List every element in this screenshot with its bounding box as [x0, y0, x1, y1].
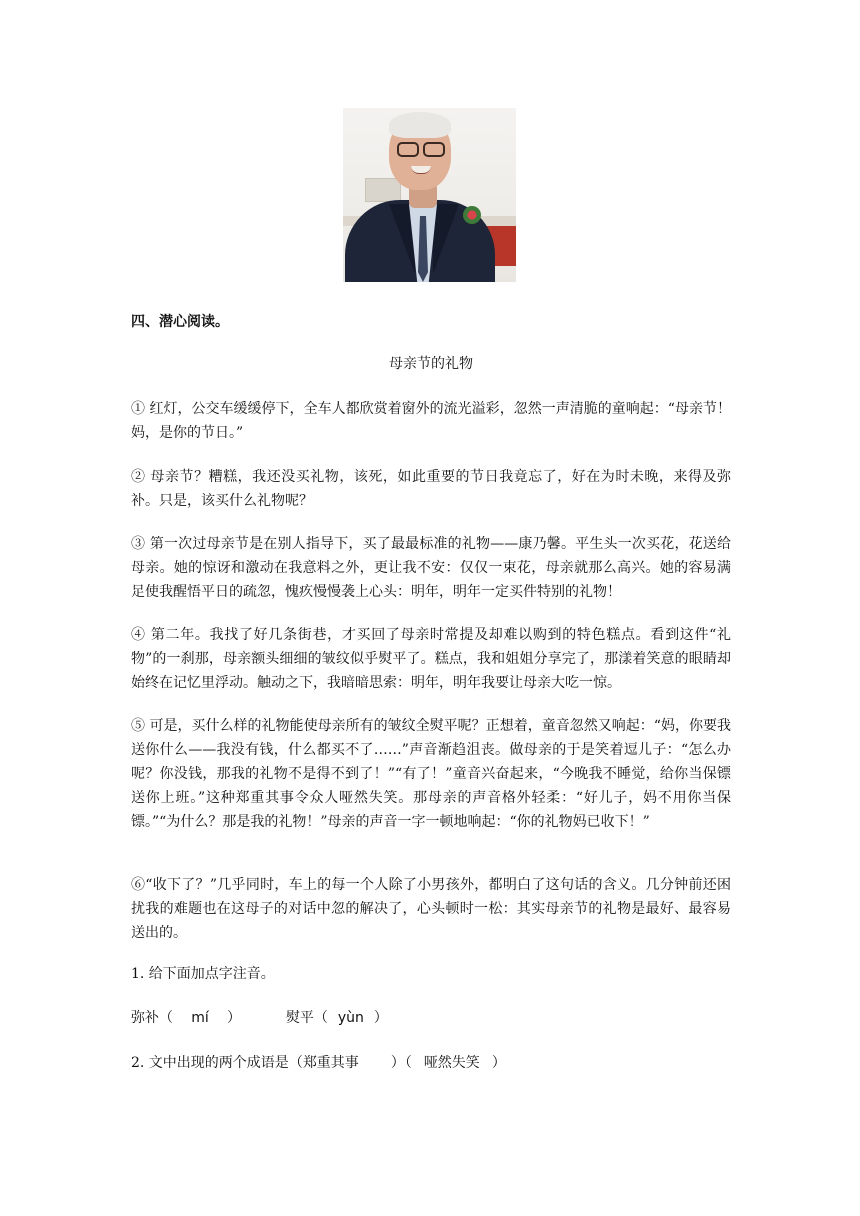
q1-word-1: 弥补: [131, 1010, 159, 1026]
section-heading: 四、潜心阅读。: [131, 314, 229, 330]
paragraph-5: ⑤ 可是，买什么样的礼物能使母亲所有的皱纹全熨平呢？正想着，童音忽然又响起：“妈，你要我送你什么——我没有钱，什么都买不了……”声音渐趋沮丧。做母亲的于是笑着逗儿子：“怎么办呢？你没钱，那我的礼物不是得不到了！”“有了！”童音兴奋起来，“今晚我不睡觉，给你当保镖送你上班。”这种郑重其事令众人哑然失笑。那母亲的声音格外轻柔：“好儿子，妈不用你当保镖。”“为什么？那是我的礼物！”母亲的声音一字一顿地响起：“你的礼物妈已收下！”: [131, 718, 731, 830]
q1-open-1: （: [159, 1010, 173, 1026]
q1-open-2: （: [313, 1010, 328, 1026]
q1-close-1: ）: [227, 1010, 241, 1026]
paragraph-2: ② 母亲节？糟糕，我还没买礼物，该死，如此重要的节日我竟忘了，好在为时未晚，来得及弥补。只是，该买什么礼物呢？: [131, 469, 731, 509]
q2-close-1: ）: [390, 1055, 405, 1071]
q2-open-2: （: [404, 1055, 412, 1071]
question-2-prompt: 2. 文中出现的两个成语是: [131, 1055, 289, 1071]
question-1-answers: [131, 1006, 731, 1030]
question-1-prompt: 1. 给下面加点字注音。: [131, 966, 275, 982]
q2-answer-2: 哑然失笑: [423, 1055, 480, 1071]
q2-open-1: （: [288, 1055, 303, 1071]
paragraph-1: ① 红灯，公交车缓缓停下，全车人都欣赏着窗外的流光溢彩，忽然一声清脆的童响起：“母亲节！妈，是你的节日。”: [131, 401, 731, 441]
article-title: 母亲节的礼物: [389, 356, 473, 372]
q1-word-2: 熨平: [285, 1010, 314, 1026]
paragraph-4: ④ 第二年。我找了好几条街巷，才买回了母亲时常提及却难以购到的特色糕点。看到这件“礼物”的一刹那，母亲额头细细的皱纹似乎熨平了。糕点，我和姐姐分享完了，那漾着笑意的眼睛却始终在记忆里浮动。触动之下，我暗暗思索：明年，明年我要让母亲大吃一惊。: [131, 627, 731, 691]
q1-answer-2: yùn: [337, 1010, 364, 1026]
q2-close-2: ）: [491, 1055, 506, 1071]
paragraph-3: ③ 第一次过母亲节是在别人指导下，买了最最标准的礼物——康乃馨。平生头一次买花，花送给母亲。她的惊讶和激动在我意料之外，更让我不安：仅仅一束花，母亲就那么高兴。她的容易满足使我醒悟平日的疏忽，愧疚慢慢袭上心头：明年，明年一定买件特别的礼物！: [131, 536, 731, 600]
portrait-photo: [343, 108, 516, 282]
paragraph-6: ⑥“收下了？”几乎同时，车上的每一个人除了小男孩外，都明白了这句话的含义。几分钟前还困扰我的难题也在这母子的对话中忽的解决了，心头顿时一松：其实母亲节的礼物是最好、最容易送出的。: [131, 877, 731, 941]
q2-answer-1: 郑重其事: [302, 1055, 359, 1071]
q1-answer-1: mí: [191, 1010, 209, 1026]
question-2: [131, 1051, 731, 1075]
q1-close-2: ）: [373, 1010, 388, 1026]
